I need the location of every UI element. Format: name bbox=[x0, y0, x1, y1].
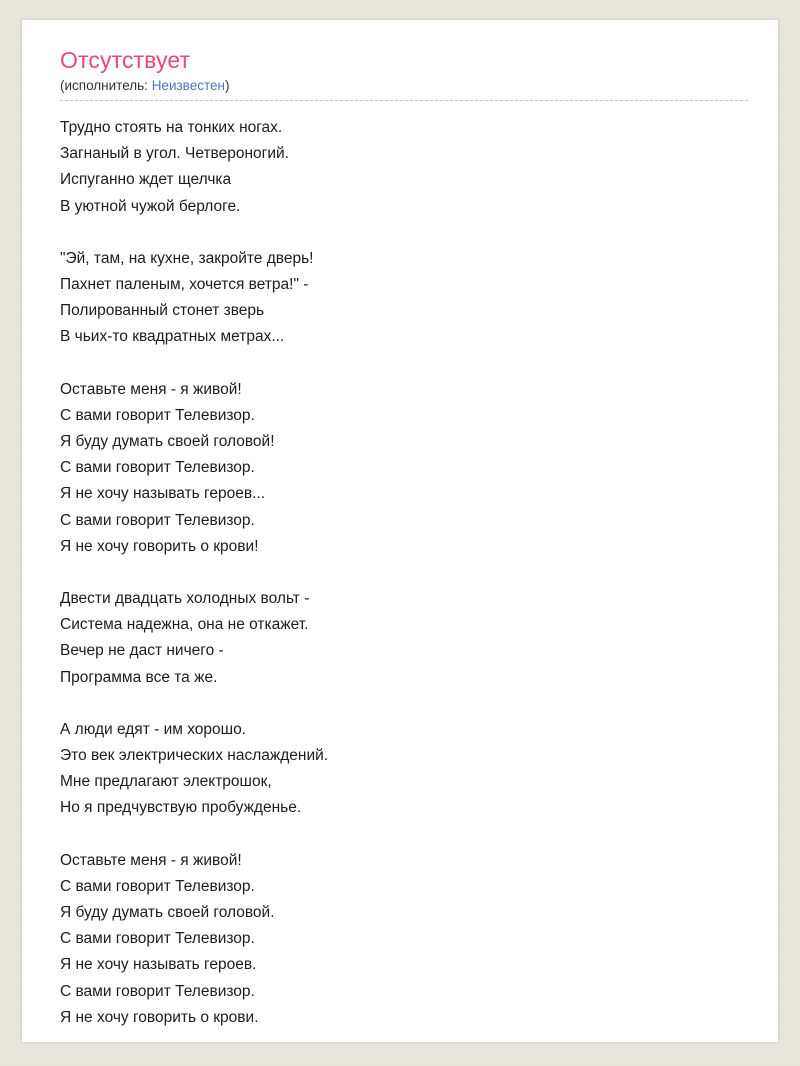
lyrics-line: Я не хочу говорить о крови! bbox=[60, 537, 259, 555]
artist-link[interactable]: Неизвестен bbox=[151, 78, 225, 93]
lyrics-line: С вами говорит Телевизор. bbox=[60, 877, 255, 895]
artist-label: (исполнитель: bbox=[60, 78, 152, 93]
lyrics-line: Оставьте меня - я живой! bbox=[60, 380, 242, 398]
lyrics-line: Мне предлагают электрошок, bbox=[60, 773, 272, 791]
lyrics-line: Вечер не даст ничего - bbox=[60, 642, 224, 660]
sheet-content bbox=[22, 20, 778, 1042]
lyrics-line: Пахнет паленым, хочется ветра!" - bbox=[60, 276, 309, 294]
lyrics-line: С вами говорит Телевизор. bbox=[60, 930, 255, 948]
lyrics-line: Система надежна, она не откажет. bbox=[60, 616, 309, 634]
lyrics-stanza bbox=[60, 717, 748, 822]
lyrics-line: Испуганно ждет щелчка bbox=[60, 171, 232, 189]
page-title: Отсутствует bbox=[60, 47, 191, 73]
lyrics-line: Это век электрических наслаждений. bbox=[60, 747, 329, 765]
lyrics-line: С вами говорит Телевизор. bbox=[60, 511, 255, 529]
lyrics-line: Двести двадцать холодных вольт - bbox=[60, 590, 310, 608]
lyrics-line: Я не хочу называть героев. bbox=[60, 956, 257, 974]
lyrics-line: Программа все та же. bbox=[60, 668, 218, 686]
lyrics-line: А люди едят - им хорошо. bbox=[60, 720, 246, 738]
lyrics-line: Я буду думать своей головой! bbox=[60, 433, 275, 451]
lyrics-line: "Эй, там, на кухне, закройте дверь! bbox=[60, 249, 314, 267]
artist-suffix: ) bbox=[224, 78, 230, 93]
lyrics-line: В уютной чужой берлоге. bbox=[60, 197, 241, 215]
lyrics-line: Я не хочу называть героев... bbox=[60, 485, 265, 503]
lyrics-line: В чьих-то квадратных метрах... bbox=[60, 328, 285, 346]
artist-line bbox=[60, 78, 748, 93]
lyrics-line: Трудно стоять на тонких ногах. bbox=[60, 119, 283, 136]
lyrics-line: С вами говорит Телевизор. bbox=[60, 406, 255, 424]
lyrics-stanza bbox=[60, 377, 748, 560]
lyrics-line: Загнаный в угол. Четвероногий. bbox=[60, 145, 289, 163]
lyrics-line: Я буду думать своей головой. bbox=[60, 904, 275, 922]
lyrics-line: Полированный стонет зверь bbox=[60, 302, 265, 320]
lyrics-line: Но я предчувствую пробужденье. bbox=[60, 799, 302, 817]
lyrics-line: С вами говорит Телевизор. bbox=[60, 982, 255, 1000]
lyrics-line: Оставьте меня - я живой! bbox=[60, 851, 242, 869]
lyrics-sheet bbox=[22, 20, 778, 1042]
lyrics-line: С вами говорит Телевизор. bbox=[60, 459, 255, 477]
lyrics-stanza bbox=[60, 586, 748, 691]
lyrics-stanza bbox=[60, 115, 748, 220]
header-divider bbox=[60, 100, 748, 101]
lyrics-body bbox=[60, 115, 748, 1031]
lyrics-stanza bbox=[60, 246, 748, 351]
lyrics-stanza bbox=[60, 848, 748, 1031]
lyrics-line: Я не хочу говорить о крови. bbox=[60, 1008, 259, 1026]
